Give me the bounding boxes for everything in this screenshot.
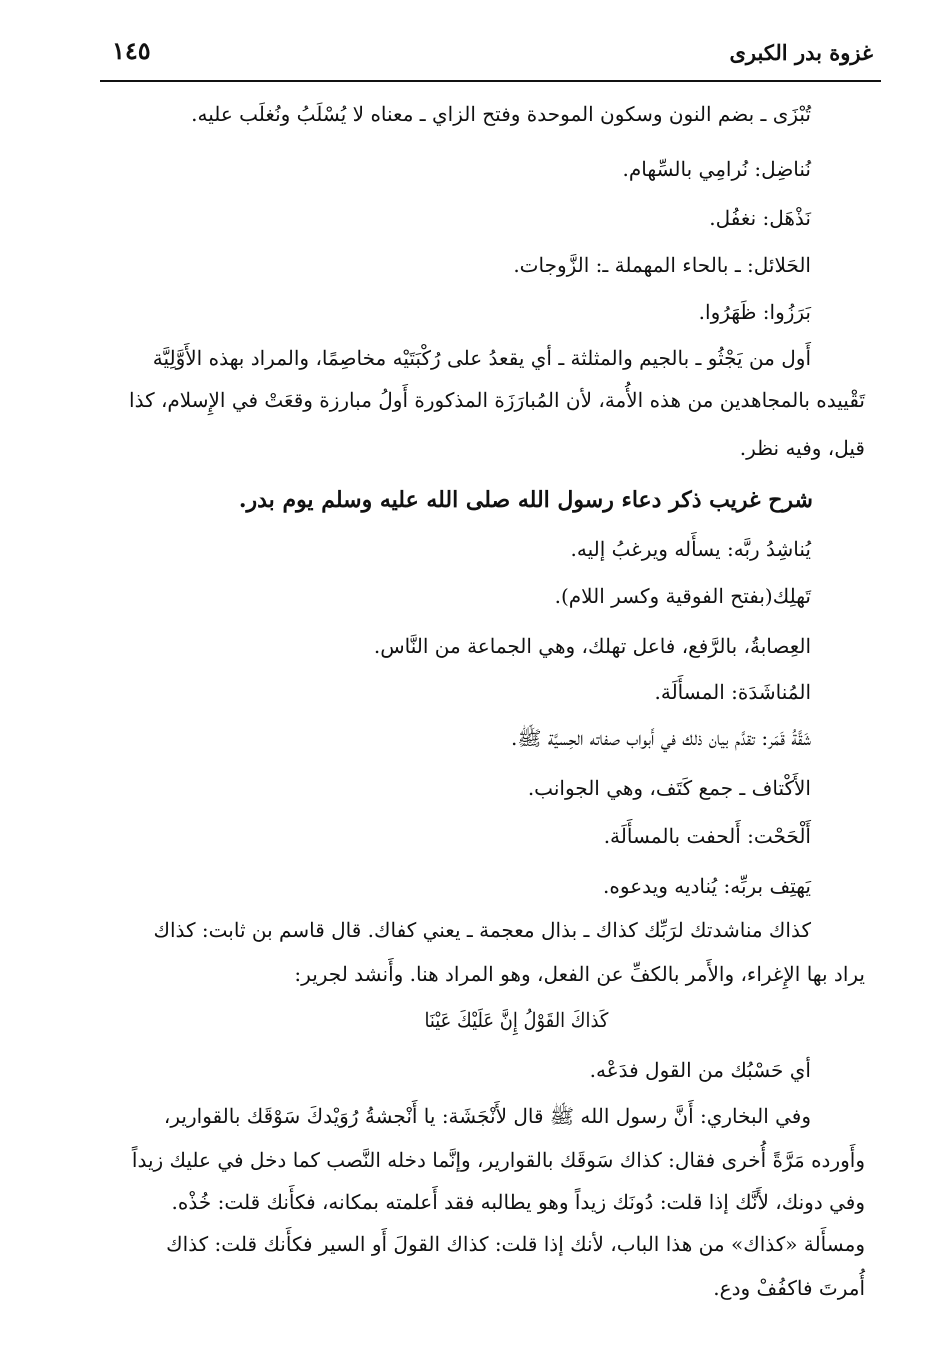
paragraph-line: وفي البخاري: أَنَّ رسول الله ﷺ قال لأَنْجَشَة: يا أَنْجشةُ رُوَيْدكَ سَوْقَك بالقوارير، <box>163 1104 811 1128</box>
paragraph-line: قيل، وفيه نظر. <box>739 436 865 460</box>
paragraph-line: يراد بها الإِغراء، والأَمر بالكفِّ عن الفعل، وهو المراد هنا. وأَنشد لجرير: <box>294 962 865 986</box>
gloss-line: الأَكْتاف ـ جمع كَتَف، وهي الجوانب. <box>527 776 811 800</box>
paragraph-line: وأَورده مَرَّةً أُخرى فقال: كذاك سَوقَك بالقوارير، وإنَّما دخله النَّصب كما دخل في عليك زيداً <box>131 1148 865 1172</box>
gloss-line: المُناشَدَة: المسأَلَة. <box>654 680 811 704</box>
page-number: ١٤٥ <box>112 36 151 65</box>
paragraph-line: ومسأَلة «كذاك» من هذا الباب، لأنك إذا قلت: كذاك القولَ أَو السير فكأَنك قلت: كذاك <box>166 1232 865 1256</box>
verse-line: كَذاكَ القَوْلُ إِنَّ عَلَيْكَ عَيْنَا <box>424 1008 609 1032</box>
paragraph-line: أي حَسْبُك من القول فدَعْه. <box>589 1058 811 1082</box>
paragraph-line: تَقْييده بالمجاهدين من هذه الأُمة، لأن المُبارَزَة المذكورة أَولُ مبارزة وقعَتْ في الإِسلام، كذا <box>129 388 865 412</box>
gloss-line: الحَلائل: ـ بالحاء المهملة ـ: الزَّوجات. <box>513 253 811 277</box>
gloss-line: تَهلِك(بفتح الفوقية وكسر اللام). <box>554 584 811 608</box>
running-header-title: غزوة بدر الكبرى <box>729 40 873 65</box>
paragraph-line: كذاك مناشدتك لرَبِّك كذاك ـ بذال معجمة ـ يعني كفاك. قال قاسم بن ثابت: كذاك <box>153 918 811 942</box>
gloss-line: نُناضِل: نُرامِي بالسِّهام. <box>622 157 811 181</box>
gloss-line: تُبْزَى ـ بضم النون وسكون الموحدة وفتح الزاي ـ معناه لا يُسْلَبُ ونُغلَب عليه. <box>191 102 811 126</box>
gloss-line: بَرَزُوا: ظَهَرُوا. <box>698 300 811 324</box>
gloss-line: يَهتِف بربِّه: يُناديه ويدعوه. <box>603 874 811 898</box>
gloss-line: نَذْهَل: نغفُل. <box>709 206 811 230</box>
gloss-line: العِصابةُ، بالرَّفع، فاعل تهلك، وهي الجماعة من النَّاس. <box>373 634 811 658</box>
gloss-line: أَلْحَحْت: أَلحفت بالمسأَلَة. <box>603 824 811 848</box>
section-heading: شرح غريب ذكر دعاء رسول الله صلى الله عليه وسلم يوم بدر. <box>238 487 813 513</box>
gloss-line: شَقَّةُ قَمَر: تقدَّم بيان ذلك في أَبواب صفاته الحِسيَّة ﷺ. <box>511 726 811 750</box>
paragraph-line: أُمرتَ فاكفُفْ ودع. <box>713 1276 865 1300</box>
gloss-line: يُناشِدُ ربَّه: يسأَله ويرغبُ إليه. <box>570 537 811 561</box>
paragraph-line: وفي دونك، لأَنَّك إذا قلت: دُونَك زيداً وهو يطالبه فقد أَعلمته بمكانه، فكأَنك قلت: خُذْه. <box>171 1190 865 1214</box>
header-divider <box>100 80 881 82</box>
paragraph-line: أَول من يَجْثُو ـ بالجيم والمثلثة ـ أي يقعدُ على رُكْبَتَيْه مخاصِمًا، والمراد بهذه الأَوَّلِيَّة <box>152 346 811 370</box>
